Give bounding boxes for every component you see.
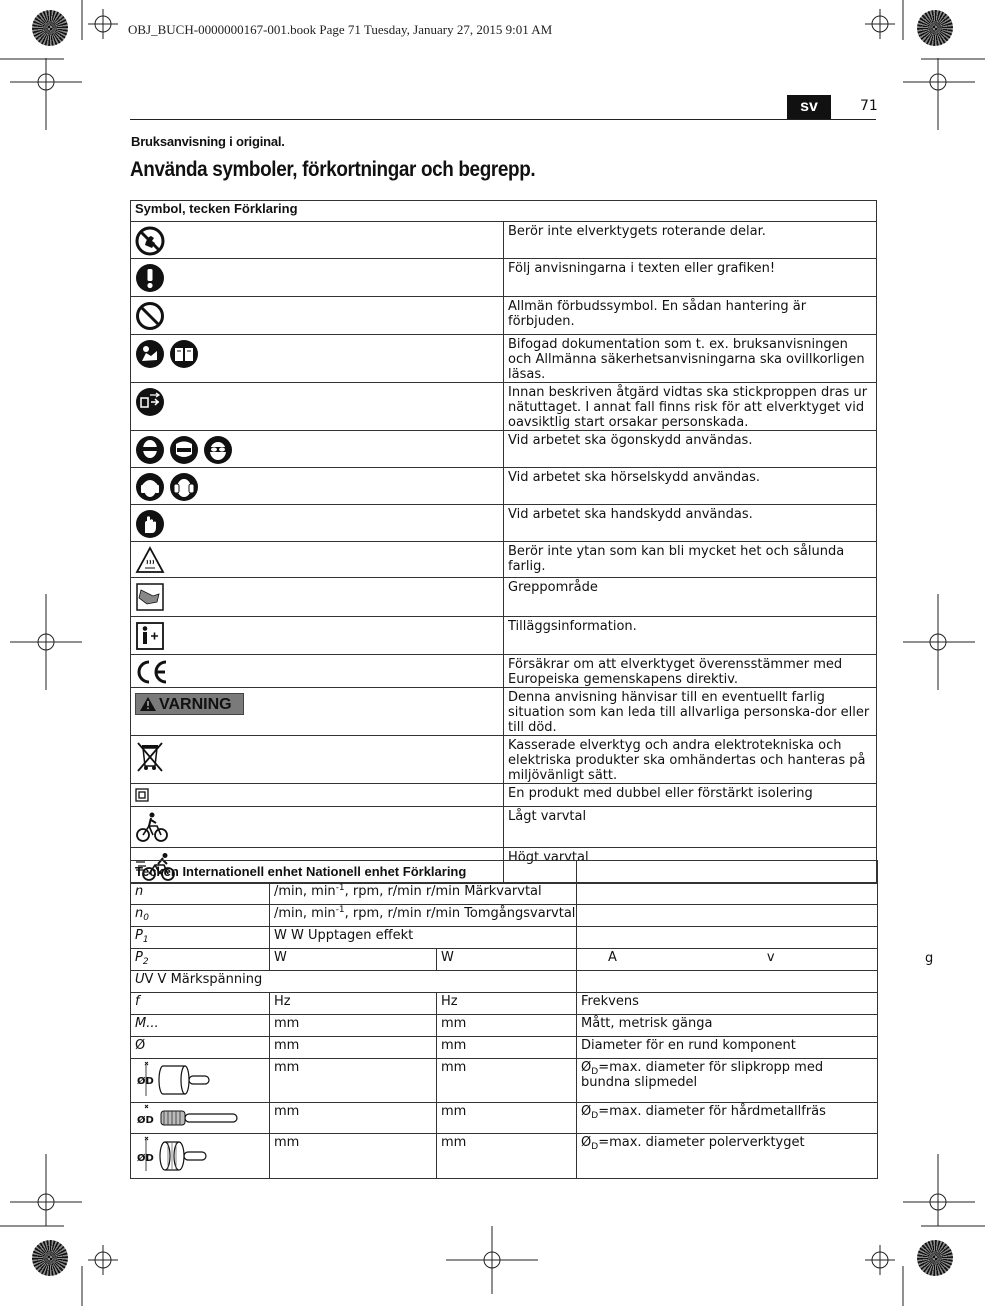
table-row: [131, 297, 877, 335]
table-row: [131, 617, 877, 655]
unit-symbol-cell: [131, 1059, 270, 1103]
unit-cell: /min, $\min^{-1}$, rpm, r/min r/min Tomgångsvarvtal: [270, 905, 577, 927]
explanation-cell: En produkt med dubbel eller förstärkt isolering: [504, 784, 877, 807]
table-row: [131, 905, 878, 927]
table-header-row: [131, 201, 877, 222]
table-row: [131, 222, 877, 259]
ear-protection-alt-icon: [169, 472, 199, 502]
unit-cell: W: [270, 949, 437, 971]
symbol-cell: [131, 297, 504, 335]
slow-bike-icon: [135, 811, 169, 843]
units-table: [130, 860, 878, 1179]
unit-symbol-cell: Ø: [131, 1037, 270, 1059]
table-row: [131, 1059, 878, 1103]
unit-cell: W: [437, 949, 577, 971]
explanation-cell: Kasserade elverktyg och andra elektrotekniska och elektriska produkter ska omhändertas och hanteras på miljövänligt sätt.: [504, 736, 877, 784]
table-row: [131, 578, 877, 617]
table-row: [131, 655, 877, 688]
unit-symbol-cell: n: [131, 883, 270, 905]
table-row: [131, 949, 878, 971]
symbol-cell: [131, 222, 504, 259]
explanation-cell: Tilläggsinformation.: [504, 617, 877, 655]
explanation-cell: [577, 883, 878, 905]
header-rule: [130, 119, 876, 120]
symbol-cell: [131, 505, 504, 542]
symbol-cell: [131, 335, 504, 383]
explanation-cell: Berör inte ytan som kan bli mycket het och sålunda farlig.: [504, 542, 877, 578]
explanation-cell: Vid arbetet ska hörselskydd användas.: [504, 468, 877, 505]
unplug-icon: [135, 387, 165, 417]
symbol-cell: [131, 542, 504, 578]
language-tab: sv: [787, 95, 831, 119]
explanation-cell: Följ anvisningarna i texten eller grafiken!: [504, 259, 877, 297]
explanation-cell: Allmän förbudssymbol. En sådan hantering är förbjuden.: [504, 297, 877, 335]
mandatory-exclamation-icon: [135, 263, 165, 293]
unit-symbol-cell: [131, 1134, 270, 1179]
explanation-cell: Bifogad dokumentation som t. ex. bruksanvisningen och Allmänna säkerhetsanvisningarna ska ovillkorligen läsas.: [504, 335, 877, 383]
unit-cell: mm: [270, 1103, 437, 1134]
explanation-cell: Vid arbetet ska ögonskydd användas.: [504, 431, 877, 468]
symbol-cell: [131, 259, 504, 297]
symbol-cell: [131, 383, 504, 431]
table-row: [131, 505, 877, 542]
warning-badge-icon: [135, 693, 244, 715]
explanation-cell: Lågt varvtal: [504, 807, 877, 848]
unit-cell: W W Upptagen effekt: [270, 927, 577, 949]
table-row: [131, 335, 877, 383]
explanation-cell: $Ø_D=\max$. diameter för slipkropp med bundna slipmedel: [577, 1059, 878, 1103]
unit-cell: Hz: [437, 993, 577, 1015]
table-row: [131, 1103, 878, 1134]
table-row: [131, 688, 877, 736]
explanation-cell: Försäkrar om att elverktyget överensstämmer med Europeiska gemenskapens direktiv.: [504, 655, 877, 688]
symbol-cell: [131, 736, 504, 784]
explanation-cell: Greppområde: [504, 578, 877, 617]
unit-symbol-cell: $n_0$: [131, 905, 270, 927]
table-row: [131, 383, 877, 431]
explanation-cell: A v: [577, 949, 878, 971]
unit-symbol-cell: UV V Märkspänning: [131, 971, 437, 993]
polisher-diameter-icon: [135, 1135, 265, 1175]
grinding-wheel-diameter-icon: [135, 1060, 265, 1100]
document-subtitle: Bruksanvisning i original.: [131, 134, 285, 149]
stray-glyph: g: [925, 951, 934, 966]
unit-cell: mm: [437, 1103, 577, 1134]
explanation-cell: $Ø_D=\max$. diameter för hårdmetallfräs: [577, 1103, 878, 1134]
explanation-cell: [577, 971, 878, 993]
table-row: [131, 542, 877, 578]
symbol-cell: [131, 578, 504, 617]
table-row: [131, 1134, 878, 1179]
explanation-cell: Innan beskriven åtgärd vidtas ska stickproppen dras ur nätuttaget. I annat fall finns risk för att elverktyget vid oavsiktlig start orsakar personskada.: [504, 383, 877, 431]
explanation-cell: [577, 927, 878, 949]
symbol-cell: [131, 468, 504, 505]
page-title: Använda symboler, förkortningar och begrepp.: [130, 158, 536, 181]
table-row: [131, 431, 877, 468]
carbide-bur-diameter-icon: [135, 1104, 265, 1132]
unit-cell: mm: [270, 1059, 437, 1103]
unit-symbol-cell: M...: [131, 1015, 270, 1037]
gloves-icon: [135, 509, 165, 539]
unit-cell: mm: [437, 1037, 577, 1059]
explanation-cell: Diameter för en rund komponent: [577, 1037, 878, 1059]
unit-cell: Hz: [270, 993, 437, 1015]
symbol-cell: [131, 807, 504, 848]
unit-cell: mm: [270, 1037, 437, 1059]
symbol-cell: [131, 431, 504, 468]
unit-cell: mm: [437, 1059, 577, 1103]
explanation-cell: Mått, metrisk gänga: [577, 1015, 878, 1037]
svg-text:ØD: ØD: [137, 1153, 154, 1164]
symbols-table: [130, 200, 877, 884]
explanation-cell: Denna anvisning hänvisar till en eventuellt farlig situation som kan leda till allvarliga personska-dor eller till död.: [504, 688, 877, 736]
book-header: OBJ_BUCH-0000000167-001.book Page 71 Tuesday, January 27, 2015 9:01 AM: [128, 22, 553, 37]
eye-protection-icon: [135, 435, 165, 465]
unit-symbol-cell: $P_2$: [131, 949, 270, 971]
double-insulation-icon: [135, 788, 499, 802]
page-number: 71: [860, 98, 878, 114]
unit-cell: /min, $\min^{-1}$, rpm, r/min r/min Märkvarvtal: [270, 883, 577, 905]
explanation-cell: [577, 905, 878, 927]
warning-label: VARNING: [159, 695, 232, 713]
grip-area-icon: [135, 582, 165, 612]
info-icon: [135, 621, 165, 651]
table-row: [131, 784, 877, 807]
symbol-cell: [131, 655, 504, 688]
ce-mark-icon: [135, 659, 169, 685]
explanation-cell: $Ø_D=\max$. diameter polerverktyget: [577, 1134, 878, 1179]
table-row: [131, 883, 878, 905]
goggles-icon: [203, 435, 233, 465]
table-row: [131, 971, 878, 993]
explanation-cell: Vid arbetet ska handskydd användas.: [504, 505, 877, 542]
symbol-cell: [131, 784, 504, 807]
symbol-cell: [131, 688, 504, 736]
explanation-cell: Högt varvtal: [504, 848, 877, 884]
unit-symbol-cell: f: [131, 993, 270, 1015]
unit-cell: mm: [437, 1015, 577, 1037]
table-row: [131, 1037, 878, 1059]
table-row: [131, 807, 877, 848]
table-header-row: [131, 861, 878, 883]
read-manual-icon: [135, 339, 165, 369]
unit-symbol-cell: $P_1$: [131, 927, 270, 949]
unit-symbol-cell: [131, 1103, 270, 1134]
prohibition-icon: [135, 301, 165, 331]
svg-text:ØD: ØD: [137, 1076, 154, 1087]
unit-cell: mm: [270, 1015, 437, 1037]
table-row: [131, 927, 878, 949]
explanation-cell: Berör inte elverktygets roterande delar.: [504, 222, 877, 259]
symbol-cell: [131, 617, 504, 655]
explanation-cell: Frekvens: [577, 993, 878, 1015]
no-touch-rotating-icon: [135, 226, 165, 256]
svg-text:ØD: ØD: [137, 1115, 154, 1126]
hot-surface-icon: [135, 546, 165, 574]
table-row: [131, 736, 877, 784]
unit-cell: mm: [437, 1134, 577, 1179]
weee-bin-icon: [135, 740, 165, 772]
table-row: [131, 993, 878, 1015]
table-row: [131, 259, 877, 297]
unit-cell: mm: [270, 1134, 437, 1179]
book-icon: [169, 339, 199, 369]
ear-protection-icon: [135, 472, 165, 502]
table-row: [131, 1015, 878, 1037]
symbols-table-header: Symbol, tecken Förklaring: [131, 201, 877, 222]
table-row: [131, 468, 877, 505]
face-shield-icon: [169, 435, 199, 465]
units-table-header: Tecken Internationell enhet Nationell enhet Förklaring: [131, 861, 437, 883]
